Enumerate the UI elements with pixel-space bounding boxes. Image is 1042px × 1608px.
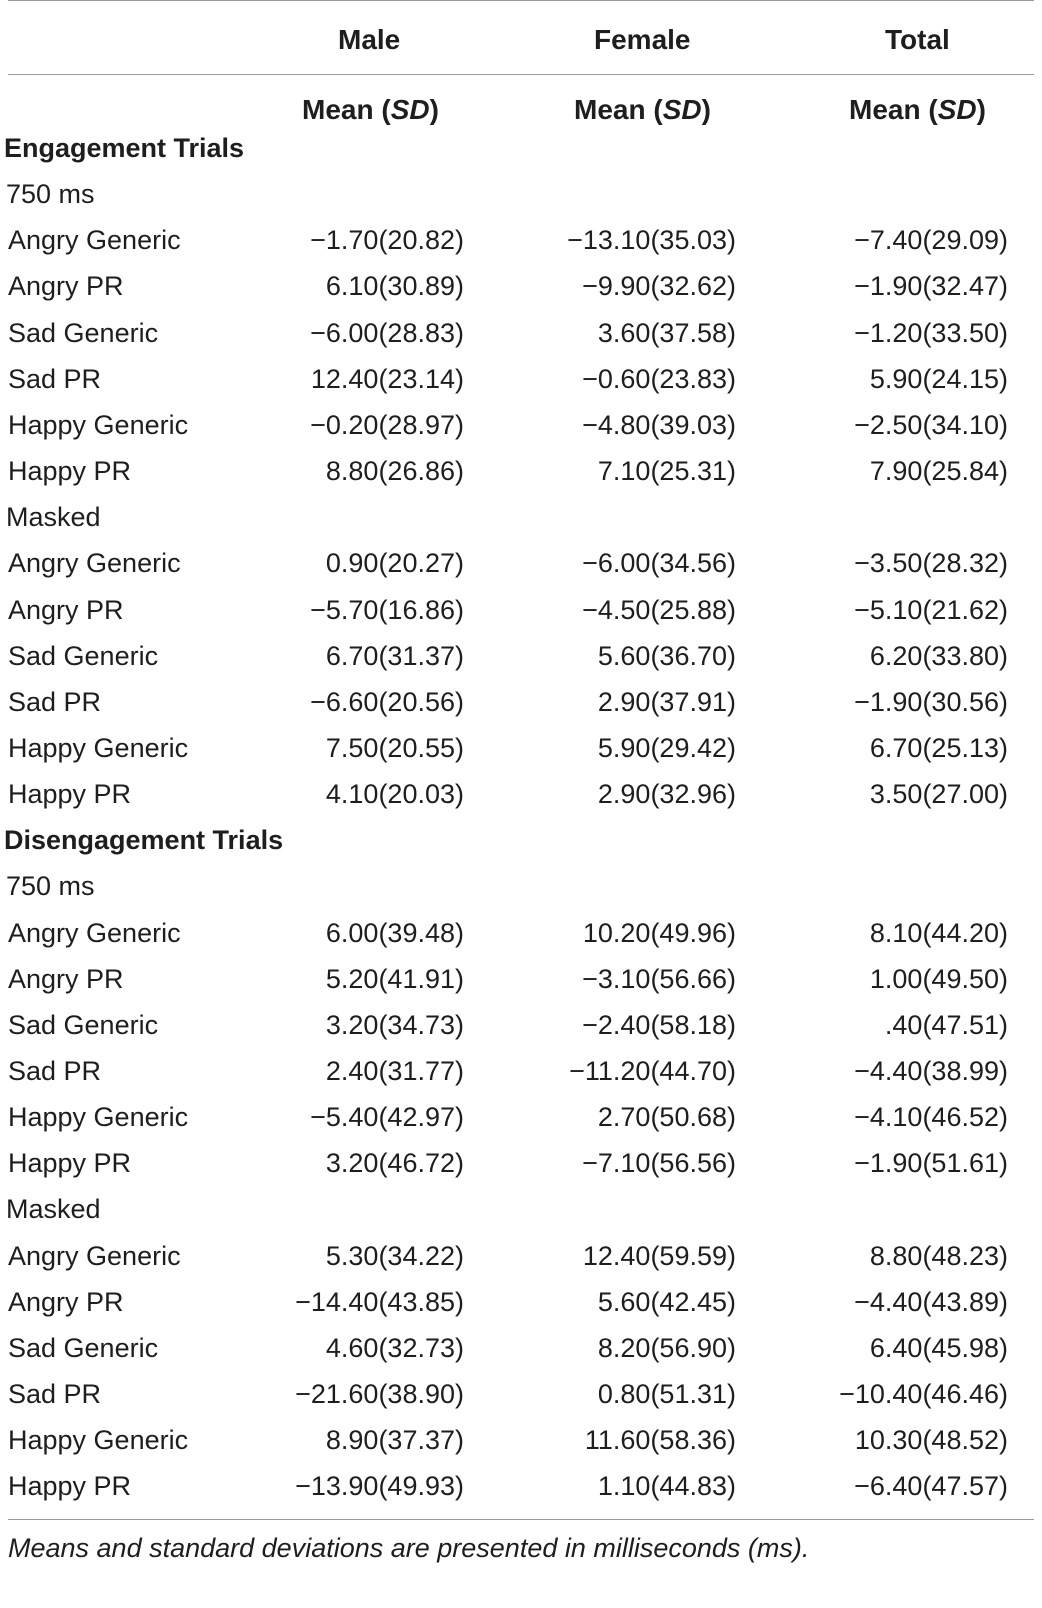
table-row — [0, 771, 1042, 817]
cell-female: 10.20(49.96) — [582, 917, 736, 948]
cell-female: −11.20(44.70) — [569, 1056, 736, 1086]
cell-total: 3.50(27.00) — [869, 779, 1008, 810]
table-row — [0, 402, 1042, 448]
row-label: Happy PR — [8, 779, 132, 810]
cell-total: −4.10(46.52) — [854, 1102, 1008, 1133]
column-header-male: Male — [338, 24, 401, 55]
cell-female: 2.90(32.96) — [597, 779, 736, 810]
cell-female: −4.80(39.03) — [582, 409, 736, 440]
cell-female: 5.60(42.45) — [597, 1286, 736, 1317]
column-header-total: Total — [885, 24, 950, 55]
cell-male: 6.00(39.48) — [325, 917, 464, 948]
row-label: 750 ms — [6, 871, 95, 902]
cell-female: 11.60(58.36) — [584, 1425, 736, 1456]
cell-total: −6.40(47.57) — [854, 1471, 1008, 1502]
cell-female: −3.10(56.66) — [582, 963, 736, 994]
table-row — [0, 1140, 1042, 1186]
bottom-rule — [8, 1519, 1034, 1520]
cell-male: −0.20(28.97) — [310, 409, 464, 440]
row-label: Sad PR — [8, 1056, 102, 1086]
section-row — [0, 125, 1042, 171]
row-label: Happy Generic — [8, 732, 189, 763]
row-label: Disengagement Trials — [4, 825, 284, 856]
cell-female: −2.40(58.18) — [582, 1009, 736, 1040]
cell-male: 5.20(41.91) — [325, 963, 464, 994]
table-row — [0, 1002, 1042, 1048]
cell-total: 7.90(25.84) — [869, 456, 1008, 487]
row-label: Engagement Trials — [4, 133, 245, 163]
cell-male: −5.40(42.97) — [310, 1102, 464, 1133]
table-row — [0, 633, 1042, 679]
cell-female: 5.60(36.70) — [597, 640, 736, 671]
row-label: Happy Generic — [8, 409, 189, 440]
cell-male: 8.80(26.86) — [325, 456, 464, 487]
group-row — [0, 863, 1042, 909]
row-label: Happy PR — [8, 1148, 132, 1179]
cell-female: −9.90(32.62) — [582, 271, 736, 302]
cell-total: −4.40(43.89) — [854, 1286, 1008, 1317]
section-row — [0, 817, 1042, 863]
table-row — [0, 725, 1042, 771]
cell-total: −10.40(46.46) — [839, 1379, 1008, 1410]
cell-female: 12.40(59.59) — [582, 1240, 736, 1271]
cell-male: 4.10(20.03) — [325, 779, 464, 810]
row-label: Happy Generic — [8, 1425, 189, 1456]
cell-male: 3.20(34.73) — [325, 1009, 464, 1040]
table-row — [0, 1233, 1042, 1279]
cell-female: −7.10(56.56) — [582, 1148, 736, 1179]
row-label: Angry Generic — [8, 917, 181, 948]
cell-total: −5.10(21.62) — [854, 594, 1008, 625]
cell-male: −6.60(20.56) — [310, 686, 464, 717]
cell-total: 6.40(45.98) — [869, 1332, 1008, 1363]
table-row — [0, 910, 1042, 956]
cell-female: 2.70(50.68) — [597, 1102, 736, 1133]
row-label: Sad PR — [8, 686, 102, 717]
cell-total: 1.00(49.50) — [869, 963, 1008, 994]
row-label: Sad Generic — [8, 1332, 159, 1363]
column-header-female: Female — [594, 24, 691, 55]
group-row — [0, 494, 1042, 540]
table-row — [0, 448, 1042, 494]
cell-male: −6.00(28.83) — [310, 317, 464, 348]
row-label: Sad Generic — [8, 640, 159, 671]
cell-total: −1.20(33.50) — [854, 317, 1008, 348]
table-row — [0, 956, 1042, 1002]
cell-male: 12.40(23.14) — [310, 363, 464, 394]
table-row — [0, 1417, 1042, 1463]
cell-total: −1.90(30.56) — [854, 686, 1008, 717]
table-row — [0, 310, 1042, 356]
table-row — [0, 356, 1042, 402]
cell-female: 5.90(29.42) — [597, 732, 736, 763]
row-label: Angry Generic — [8, 1240, 181, 1271]
cell-male: −5.70(16.86) — [310, 594, 464, 625]
cell-total: 6.70(25.13) — [869, 732, 1008, 763]
cell-female: 0.80(51.31) — [597, 1379, 736, 1410]
table-row — [0, 1279, 1042, 1325]
cell-male: 5.30(34.22) — [325, 1240, 464, 1271]
cell-male: 6.10(30.89) — [325, 271, 464, 302]
group-row — [0, 1186, 1042, 1232]
table-row — [0, 217, 1042, 263]
cell-male: 8.90(37.37) — [325, 1425, 464, 1456]
row-label: Angry PR — [8, 1286, 124, 1317]
cell-female: −0.60(23.83) — [582, 363, 736, 394]
row-label: Angry Generic — [8, 548, 181, 579]
cell-total: −1.90(32.47) — [854, 271, 1008, 302]
cell-total: −7.40(29.09) — [854, 225, 1008, 256]
cell-female: 3.60(37.58) — [597, 317, 736, 348]
row-label: Angry PR — [8, 963, 124, 994]
table-row — [0, 1325, 1042, 1371]
cell-female: 8.20(56.90) — [597, 1332, 736, 1363]
cell-total: 10.30(48.52) — [854, 1425, 1008, 1456]
top-rule — [8, 0, 1034, 1]
row-label: Sad Generic — [8, 317, 159, 348]
cell-female: 1.10(44.83) — [597, 1471, 736, 1502]
cell-male: 7.50(20.55) — [325, 732, 464, 763]
row-label: 750 ms — [6, 179, 95, 210]
cell-male: 3.20(46.72) — [325, 1148, 464, 1179]
subheader-male: Mean (SD) — [302, 94, 439, 125]
table-row — [0, 1048, 1042, 1094]
row-label: Sad PR — [8, 363, 102, 394]
row-label: Happy PR — [8, 456, 132, 487]
table-row — [0, 587, 1042, 633]
cell-male: −1.70(20.82) — [310, 225, 464, 256]
cell-female: 7.10(25.31) — [597, 456, 736, 487]
table-row — [0, 263, 1042, 309]
row-label: Angry PR — [8, 594, 124, 625]
table-row — [0, 679, 1042, 725]
cell-total: −2.50(34.10) — [854, 409, 1008, 440]
cell-male: 0.90(20.27) — [325, 548, 464, 579]
row-label: Sad Generic — [8, 1009, 159, 1040]
table-row — [0, 1463, 1042, 1509]
cell-total: −4.40(38.99) — [854, 1056, 1008, 1086]
cell-male: −14.40(43.85) — [295, 1286, 464, 1317]
cell-total: 8.80(48.23) — [869, 1240, 1008, 1271]
table-row — [0, 1371, 1042, 1417]
row-label: Masked — [6, 1194, 101, 1225]
cell-female: −4.50(25.88) — [582, 594, 736, 625]
cell-total: 6.20(33.80) — [869, 640, 1008, 671]
footnote: Means and standard deviations are presented in milliseconds (ms). — [8, 1533, 810, 1563]
row-label: Happy PR — [8, 1471, 132, 1502]
cell-female: −6.00(34.56) — [582, 548, 736, 579]
cell-total: .40(47.51) — [884, 1009, 1008, 1040]
table-row — [0, 1094, 1042, 1140]
cell-female: 2.90(37.91) — [597, 686, 736, 717]
row-label: Sad PR — [8, 1379, 102, 1410]
row-label: Happy Generic — [8, 1102, 189, 1133]
header-rule — [8, 74, 1034, 75]
cell-total: 5.90(24.15) — [869, 363, 1008, 394]
cell-male: −13.90(49.93) — [295, 1471, 464, 1502]
row-label: Masked — [6, 502, 101, 533]
row-label: Angry PR — [8, 271, 124, 302]
cell-total: −3.50(28.32) — [854, 548, 1008, 579]
cell-total: 8.10(44.20) — [869, 917, 1008, 948]
cell-male: 4.60(32.73) — [325, 1332, 464, 1363]
cell-male: 6.70(31.37) — [325, 640, 464, 671]
row-label: Angry Generic — [8, 225, 181, 256]
subheader-total: Mean (SD) — [849, 94, 986, 125]
cell-male: 2.40(31.77) — [325, 1056, 464, 1086]
group-row — [0, 171, 1042, 217]
table-row — [0, 540, 1042, 586]
cell-female: −13.10(35.03) — [567, 225, 736, 256]
cell-male: −21.60(38.90) — [295, 1379, 464, 1410]
cell-total: −1.90(51.61) — [854, 1148, 1008, 1179]
subheader-female: Mean (SD) — [574, 94, 711, 125]
